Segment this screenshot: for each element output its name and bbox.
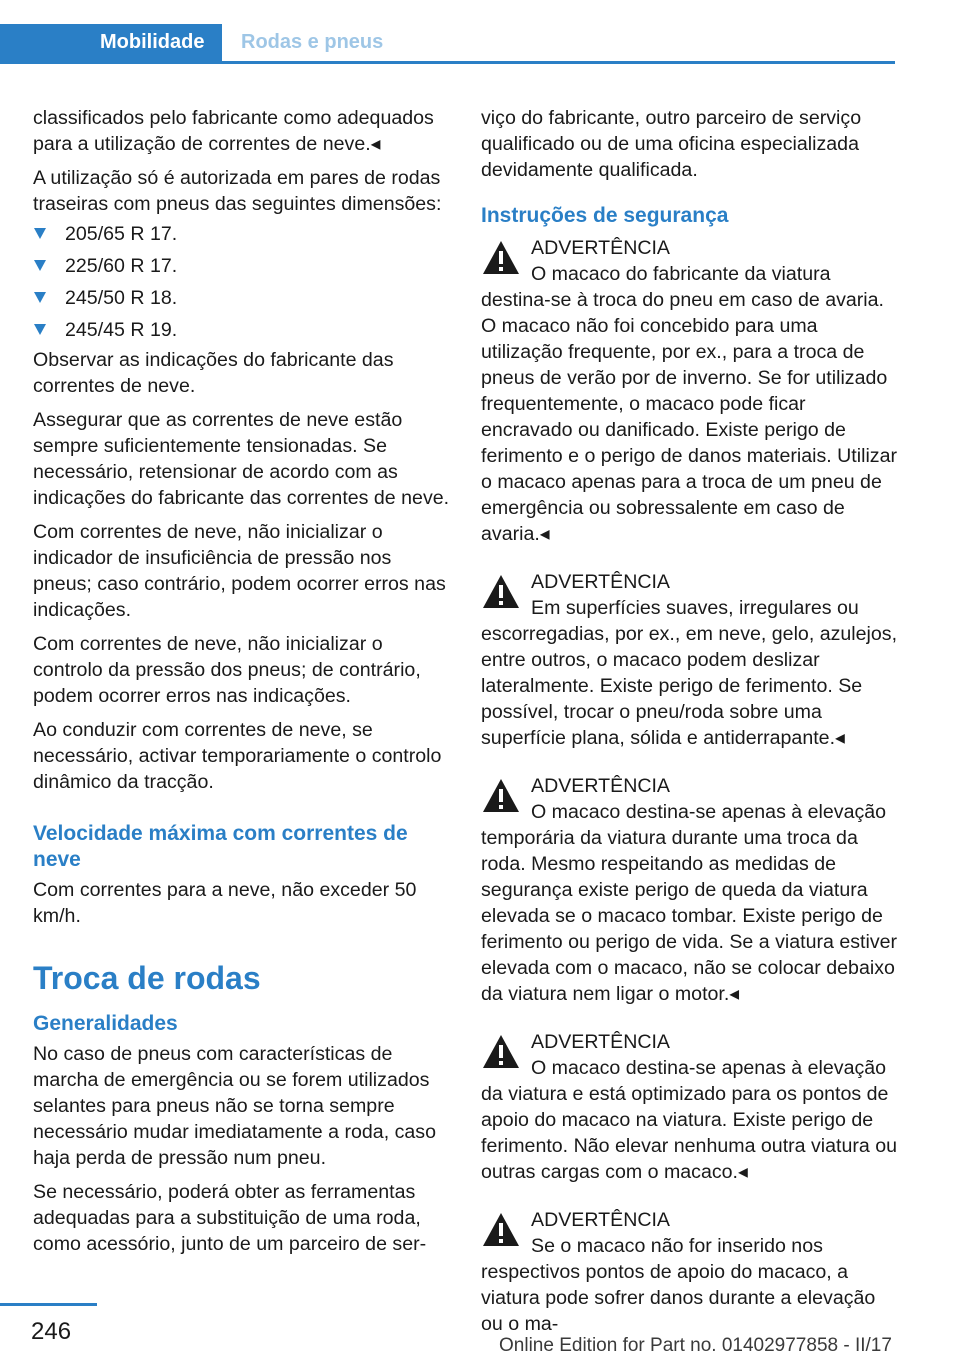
warning-block	[481, 773, 899, 1007]
warning-triangle-icon	[481, 573, 521, 610]
warning-title: ADVERTÊNCIA	[531, 237, 671, 259]
header-rule	[0, 61, 895, 64]
triangle-right-icon	[34, 260, 46, 271]
paragraph: classificados pelo fabricante como adequados para a utilização de correntes de neve.◂	[33, 107, 434, 155]
paragraph: Com correntes de neve, não inicializar o indicador de insuficiência de pressão nos pneus; caso contrário, podem ocorrer erros nas indicações.	[33, 521, 446, 621]
list-item-text: 245/50 R 18.	[65, 287, 178, 309]
warning-text: O macaco do fabricante da viatura destina-se à troca do pneu em caso de avaria. O macaco não foi concebido para uma utilização frequente, por ex., para a troca de pneus de verão por de inverno. Se for utilizado frequentemente, o macaco pode ficar encravado ou danificado. Existe perigo de ferimento e o perigo de danos materiais. Utilizar o macaco apenas para a troca de um pneu de emergência ou sobressalente em caso de avaria.◂	[481, 263, 898, 545]
warning-title: ADVERTÊNCIA	[531, 775, 671, 797]
paragraph: Com correntes de neve, não inicializar o controlo da pressão dos pneus; de contrário, podem ocorrer erros nas indicações.	[33, 633, 421, 707]
heading-max-speed: Velocidade máxima com correntes de neve	[33, 822, 408, 871]
list-item	[33, 285, 451, 317]
warning-title: ADVERTÊNCIA	[531, 571, 671, 593]
paragraph: Assegurar que as correntes de neve estão sempre suficientemente tensionadas. Se necessário, retensionar de acordo com as indicações do fabricante das correntes de neve.	[33, 409, 450, 509]
edition-info: Online Edition for Part no. 01402977858 - II/17	[499, 1335, 892, 1356]
warning-block	[481, 569, 899, 751]
warning-triangle-icon	[481, 239, 521, 276]
triangle-right-icon	[34, 292, 46, 303]
paragraph: viço do fabricante, outro parceiro de serviço qualificado ou de uma oficina especializada devidamente qualificada.	[481, 107, 862, 181]
tire-size-list	[33, 221, 451, 347]
warning-triangle-icon	[481, 777, 521, 814]
paragraph: Ao conduzir com correntes de neve, se necessário, activar temporariamente o controlo dinâmico da tracção.	[33, 719, 442, 793]
footer-rule	[0, 1303, 97, 1306]
paragraph: Observar as indicações do fabricante das correntes de neve.	[33, 349, 394, 397]
paragraph: Com correntes para a neve, não exceder 50 km/h.	[33, 879, 417, 927]
paragraph: Se necessário, poderá obter as ferramentas adequadas para a substituição de uma roda, como acessório, junto de um parceiro de ser-	[33, 1181, 427, 1255]
warning-title: ADVERTÊNCIA	[531, 1209, 671, 1231]
page-header	[0, 0, 960, 64]
list-item-text: 245/45 R 19.	[65, 319, 178, 341]
warning-text: O macaco destina-se apenas à elevação temporária da viatura durante uma troca da roda. Mesmo respeitando as medidas de segurança existe perigo de queda da viatura elevada se o macaco tombar. Existe perigo de ferimento ou perigo de vida. Se a viatura estiver elevada com o macaco, não se colocar debaixo da viatura nem ligar o motor.◂	[481, 801, 898, 1005]
warning-block	[481, 235, 899, 547]
warning-title: ADVERTÊNCIA	[531, 1031, 671, 1053]
section-tab-mobilidade: Mobilidade	[100, 31, 205, 53]
list-item	[33, 221, 451, 253]
heading-troca-de-rodas: Troca de rodas	[33, 960, 261, 996]
warning-triangle-icon	[481, 1033, 521, 1070]
triangle-right-icon	[34, 228, 46, 239]
warning-text: Em superfícies suaves, irregulares ou escorregadias, por ex., em neve, gelo, azulejos, entre outros, o macaco podem deslizar lateralmente. Existe perigo de ferimento. Se possível, trocar o pneu/roda sobre uma superfície plana, sólida e antiderrapante.◂	[481, 597, 898, 749]
page-number: 246	[31, 1318, 72, 1345]
right-column	[481, 105, 899, 1351]
list-item-text: 205/65 R 17.	[65, 223, 178, 245]
paragraph: No caso de pneus com características de marcha de emergência ou se forem utilizados selantes para pneus não se torna sempre necessário mudar imediatamente a roda, caso haja perda de pressão num pneu.	[33, 1043, 436, 1169]
warning-triangle-icon	[481, 1211, 521, 1248]
list-item	[33, 253, 451, 285]
triangle-right-icon	[34, 324, 46, 335]
heading-generalidades: Generalidades	[33, 1012, 178, 1035]
heading-safety-instructions: Instruções de segurança	[481, 204, 729, 227]
warning-text: O macaco destina-se apenas à elevação da viatura e está optimizado para os pontos de apoio do macaco na viatura. Existe perigo de ferimento. Não elevar nenhuma outra viatura ou outras cargas com o macaco.◂	[481, 1057, 898, 1183]
list-item-text: 225/60 R 17.	[65, 255, 178, 277]
left-column	[33, 105, 451, 1265]
paragraph: A utilização só é autorizada em pares de rodas traseiras com pneus das seguintes dimensões:	[33, 167, 442, 215]
warning-block	[481, 1207, 899, 1337]
list-item	[33, 317, 451, 347]
section-tab-rodas-e-pneus: Rodas e pneus	[241, 31, 384, 53]
warning-text: Se o macaco não for inserido nos respectivos pontos de apoio do macaco, a viatura pode sofrer danos durante a elevação ou o ma-	[481, 1235, 876, 1335]
warning-block	[481, 1029, 899, 1185]
